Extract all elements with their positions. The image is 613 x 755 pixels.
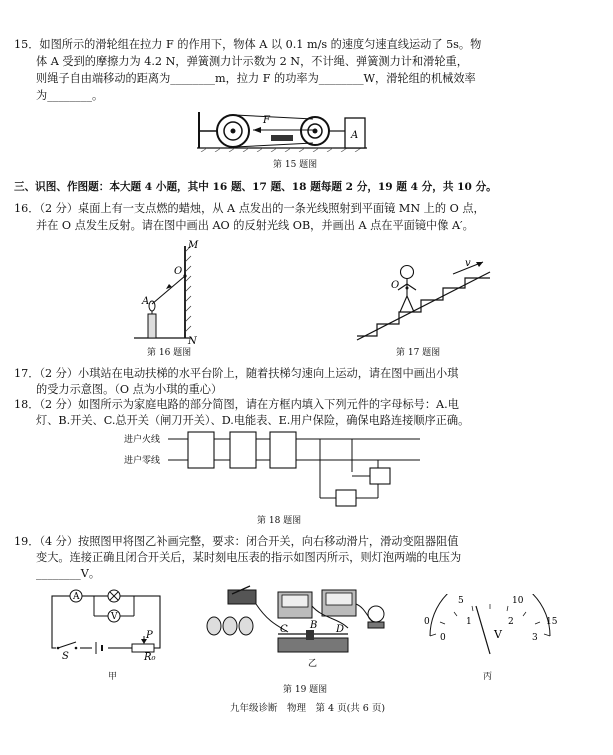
q19-voltmeter-label: V	[111, 612, 118, 622]
q19-label-p: P	[146, 630, 153, 641]
q15-label-a: A	[351, 130, 359, 141]
dial-tick-big-10: 10	[512, 596, 524, 606]
q17-line2: 的受力示意图。（O 点为小琪的重心）	[36, 383, 223, 396]
q19-line1: 19．（4 分）按照图甲将图乙补画完整，要求：闭合开关，向右移动滑片，滑动变阻器阻值	[14, 535, 459, 548]
q18-label-neutral: 进户零线	[124, 456, 161, 466]
q15-line2: 体 A 受到的摩擦力为 4.2 N，弹簧测力计示数为 2 N，不计绳、弹簧测力计和滑轮重，	[36, 55, 468, 68]
q18-line2: 灯、B.开关、C.总开关（闸刀开关）、D.电能表、E.用户保险，确保电路连接顺序正确。	[36, 414, 470, 427]
q17-escalator-figure	[355, 258, 500, 343]
dial-tick-small-1: 1	[466, 617, 472, 627]
dial-tick-small-0: 0	[440, 633, 446, 643]
q15-line4: 为________。	[36, 89, 104, 102]
q17-label-v: v	[465, 258, 471, 269]
q17-caption: 第 17 题图	[396, 348, 441, 358]
q19-circuit-diagram-jia	[48, 588, 168, 660]
q19-ammeter-label: A	[73, 592, 80, 602]
q17-label-o: O	[391, 280, 400, 291]
q19-label-d: D	[336, 624, 345, 635]
q19-label-b: B	[310, 620, 318, 631]
q19-label-yi: 乙	[308, 659, 318, 669]
q19-components-yi	[198, 582, 398, 672]
q16-line2: 并在 O 点发生反射。请在图中画出 AO 的反射光线 OB，并画出 A 点在平面镜中像 A′。	[36, 219, 474, 232]
q19-line3: ________V。	[36, 567, 101, 580]
q18-label-live: 进户火线	[124, 435, 161, 445]
dial-unit: V	[494, 628, 502, 641]
q16-label-a: A	[142, 296, 150, 307]
q15-pulley-figure	[195, 106, 375, 152]
q19-label-c: C	[280, 624, 288, 635]
q19-line2: 变大。连接正确且闭合开关后，某时刻电压表的指示如图丙所示，则灯泡两端的电压为	[36, 551, 462, 564]
q18-caption: 第 18 题图	[257, 516, 302, 526]
q18-line1: 18．（2 分）如图所示为家庭电路的部分简图，请在方框内填入下列元件的字母标号：A.电	[14, 398, 459, 411]
q16-label-o: O	[174, 266, 183, 277]
q19-label-jia: 甲	[108, 672, 118, 682]
dial-tick-small-2: 2	[508, 617, 514, 627]
q16-line1: 16．（2 分）桌面上有一支点燃的蜡烛，从 A 点发出的一条光线照射到平面镜 MN 上的 O 点，	[14, 202, 485, 215]
q15-caption: 第 15 题图	[273, 160, 318, 170]
dial-tick-big-5: 5	[458, 596, 464, 606]
dial-tick-small-3: 3	[532, 633, 538, 643]
q16-mirror-figure	[130, 238, 220, 346]
q19-label-s: S	[62, 651, 69, 660]
q16-caption: 第 16 题图	[147, 348, 192, 358]
page-footer: 九年级诊断 物理 第 4 页(共 6 页)	[230, 703, 386, 714]
section3-heading: 三、识图、作图题：本大题 4 小题，其中 16 题、17 题、18 题每题 2 分，19 题 4 分，共 10 分。	[14, 181, 497, 193]
q19-voltmeter-dial-bing	[420, 594, 560, 660]
q19-label-bing: 丙	[483, 672, 493, 682]
q19-caption: 第 19 题图	[283, 685, 328, 695]
q15-line3: 则绳子自由端移动的距离为________m，拉力 F 的功率为________W，滑轮组的机械效率	[36, 72, 476, 85]
q19-label-r0: R₀	[144, 652, 156, 660]
q18-circuit-figure	[120, 428, 430, 510]
q15-label-f: F	[263, 115, 270, 126]
q16-label-m: M	[188, 240, 199, 251]
dial-tick-big-0: 0	[424, 617, 430, 627]
q16-label-n: N	[188, 336, 197, 346]
q17-line1: 17．（2 分）小琪站在电动扶梯的水平台阶上，随着扶梯匀速向上运动，请在图中画出小琪	[14, 367, 459, 380]
q15-line1: 15．如图所示的滑轮组在拉力 F 的作用下，物体 A 以 0.1 m/s 的速度匀速直线运动了 5s。物	[14, 38, 482, 51]
dial-tick-big-15: 15	[546, 617, 558, 627]
